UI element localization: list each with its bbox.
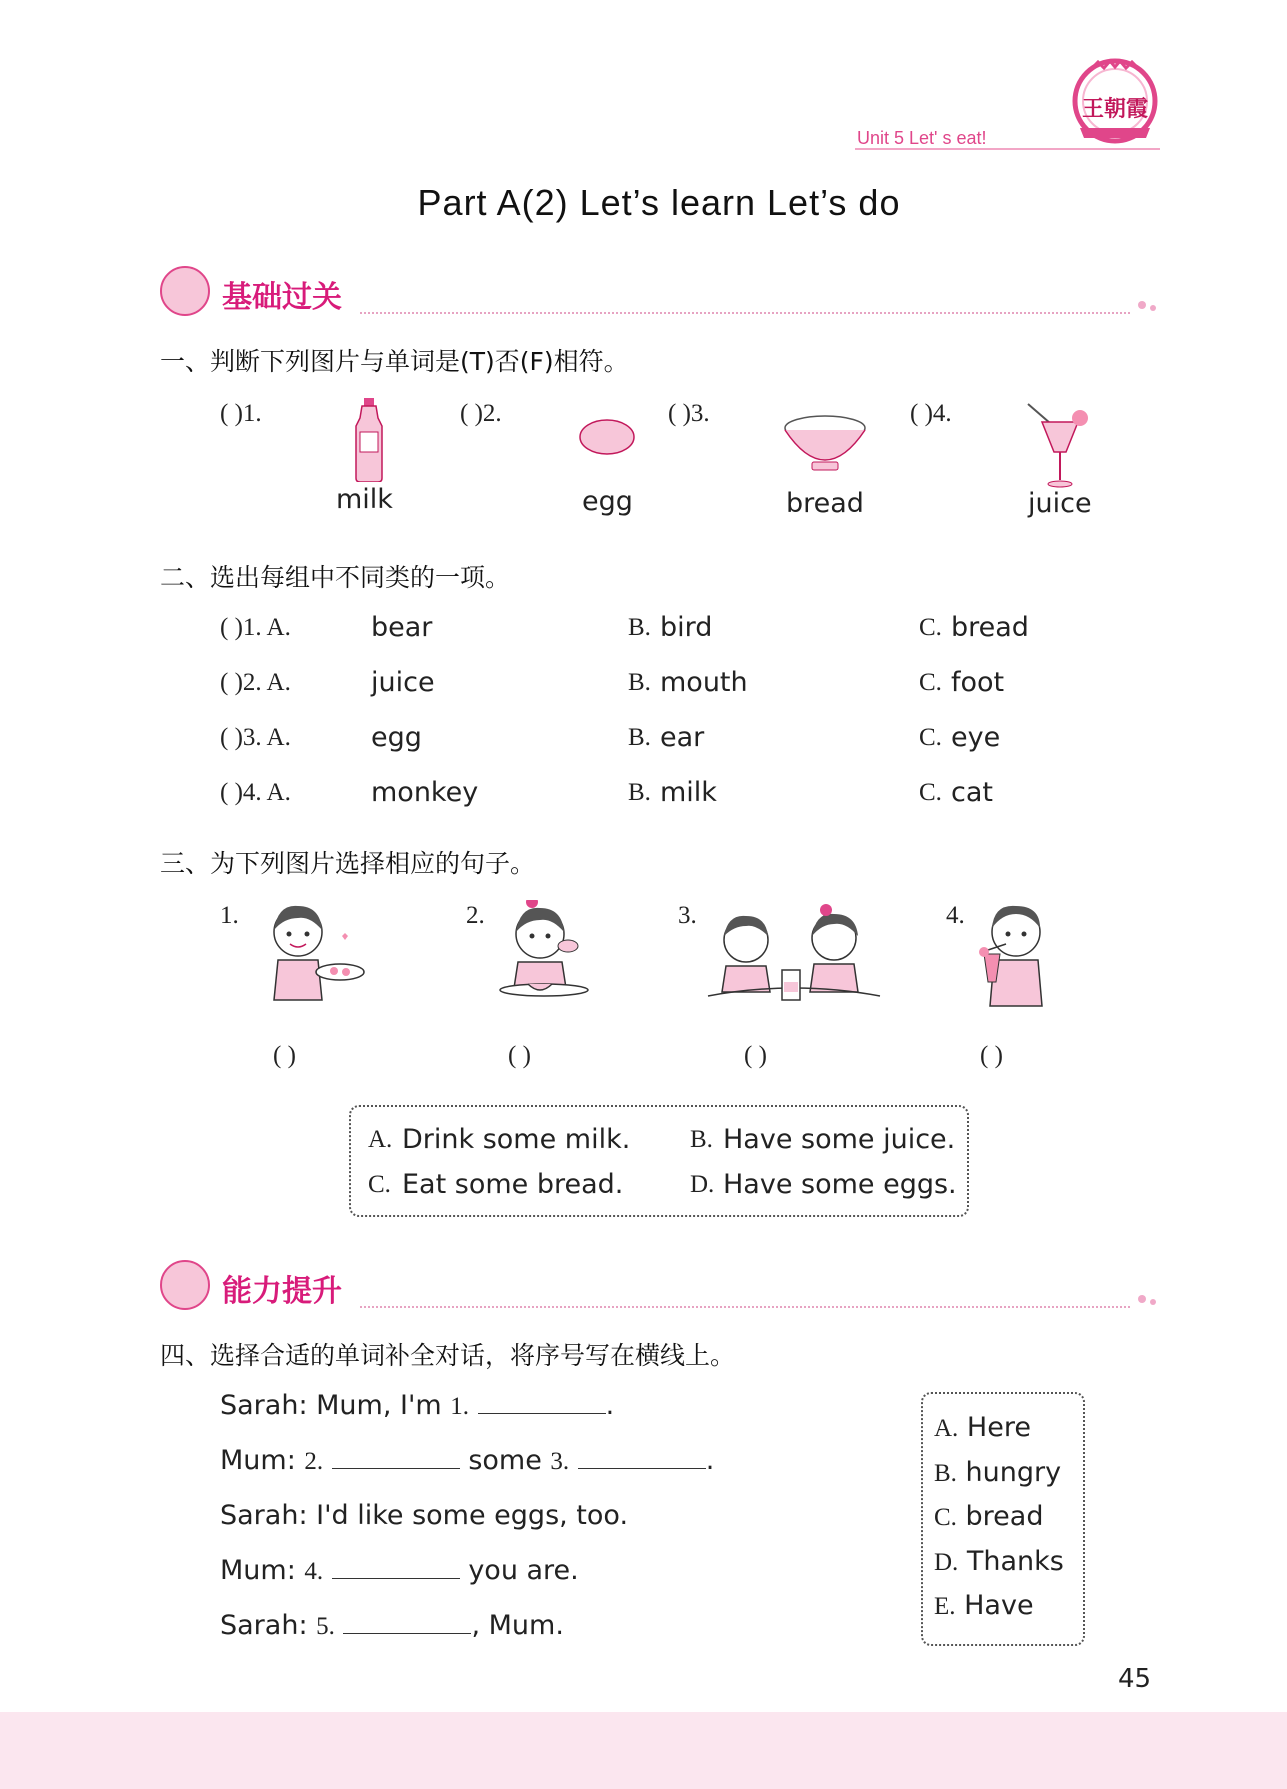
q3-option-d-label: D. — [690, 1171, 715, 1198]
q1-item-2-word: egg — [582, 486, 633, 517]
girl-with-plate-icon — [258, 900, 368, 1019]
q2-row-2-b: mouth — [660, 667, 748, 698]
q2-row-1-a: bear — [371, 612, 433, 643]
q2-row-1-b: bird — [660, 612, 713, 643]
mascot-monkey-icon — [160, 1260, 210, 1310]
q4-option-b-label: B. — [934, 1460, 957, 1487]
q3-option-b-text: Have some juice. — [723, 1124, 956, 1155]
milk-bottle-icon — [352, 398, 386, 486]
q2-row-4-b: milk — [660, 777, 717, 808]
q3-option-b-label: B. — [690, 1126, 713, 1153]
blank-4-number: 4. — [304, 1558, 324, 1585]
blank-5[interactable] — [343, 1611, 471, 1634]
q2-row-1-b-label: B. — [628, 614, 651, 641]
q2-heading: 二、选出每组中不同类的一项。 — [160, 563, 511, 592]
q2-row-4-c: cat — [951, 777, 993, 808]
q2-row-4-number: ( )4. A. — [220, 779, 291, 806]
section-divider — [360, 1306, 1130, 1308]
q2-row-2-a: juice — [371, 667, 435, 698]
q2-row-3-number: ( )3. A. — [220, 724, 291, 751]
page-title: Part A(2) Let’s learn Let’s do — [417, 182, 901, 223]
q4-option-c-text: bread — [965, 1501, 1044, 1532]
q4-option-c — [934, 1501, 1043, 1532]
q4-option-c-label: C. — [934, 1504, 957, 1531]
q2-row-2-b-label: B. — [628, 669, 651, 696]
q3-option-d-text: Have some eggs. — [723, 1169, 957, 1200]
q3-answer-1[interactable]: ( ) — [273, 1042, 296, 1069]
mascot-face-icon — [160, 266, 210, 316]
divider-dot-icon — [1138, 301, 1146, 309]
header-divider — [855, 148, 1160, 150]
q1-item-1-paren: ( )1. — [220, 400, 262, 427]
dialogue-line-1 — [220, 1390, 614, 1421]
q3-option-c-label: C. — [368, 1171, 391, 1198]
q1-heading: 一、判断下列图片与单词是(T)否(F)相符。 — [160, 347, 629, 376]
boy-with-juice-icon — [976, 898, 1056, 1022]
q2-row-3-a: egg — [371, 722, 422, 753]
q1-item-3-word: bread — [786, 488, 864, 519]
dialogue-line-2-text: Mum: — [220, 1445, 305, 1476]
q3-option-c-text: Eat some bread. — [402, 1169, 624, 1200]
dialogue-line-1-end: . — [605, 1390, 615, 1421]
juice-glass-icon — [1022, 400, 1092, 494]
dialogue-line-5-end: , Mum. — [471, 1610, 564, 1641]
q2-row-3-b: ear — [660, 722, 705, 753]
dialogue-line-4 — [220, 1555, 579, 1586]
q4-option-a-label: A. — [934, 1415, 959, 1442]
dialogue-line-1-text: Sarah: Mum, I'm — [220, 1390, 451, 1421]
dialogue-line-4-end: you are. — [459, 1555, 579, 1586]
girl-eating-icon — [494, 900, 594, 1019]
section-divider — [360, 312, 1130, 314]
q4-option-d-text: Thanks — [966, 1546, 1064, 1577]
blank-3-number: 3. — [550, 1448, 570, 1475]
divider-dot-icon — [1138, 1295, 1146, 1303]
dialogue-line-4-text: Mum: — [220, 1555, 305, 1586]
q1-item-4-word: juice — [1028, 488, 1092, 519]
q4-option-e — [934, 1590, 1034, 1621]
blank-2-number: 2. — [304, 1448, 324, 1475]
divider-dot-icon — [1150, 305, 1156, 311]
q4-option-a-text: Here — [966, 1412, 1031, 1443]
dialogue-line-2-mid: some — [459, 1445, 551, 1476]
egg-icon — [578, 418, 636, 460]
blank-4[interactable] — [332, 1556, 460, 1579]
q2-row-2-c: foot — [951, 667, 1005, 698]
blank-5-number: 5. — [316, 1613, 335, 1640]
q4-option-e-text: Have — [964, 1590, 1034, 1621]
brand-badge-text: 王朝霞 — [1081, 96, 1148, 122]
section-title-basic: 基础过关 — [222, 280, 342, 315]
rice-bowl-icon — [782, 410, 868, 478]
q2-row-2-number: ( )2. A. — [220, 669, 291, 696]
q3-answer-2[interactable]: ( ) — [508, 1042, 531, 1069]
q3-option-a-label: A. — [368, 1126, 393, 1153]
q4-option-e-label: E. — [934, 1593, 956, 1620]
q4-option-d-label: D. — [934, 1549, 959, 1576]
q2-row-3-c-label: C. — [919, 724, 942, 751]
q3-picture-3-number: 3. — [678, 902, 697, 929]
dialogue-line-3: Sarah: I'd like some eggs, too. — [220, 1500, 629, 1531]
q3-option-a-text: Drink some milk. — [402, 1124, 631, 1155]
q2-row-1-c-label: C. — [919, 614, 942, 641]
q2-row-1-number: ( )1. A. — [220, 614, 291, 641]
blank-3[interactable] — [578, 1446, 706, 1469]
q4-option-b — [934, 1457, 1061, 1488]
q1-item-2-paren: ( )2. — [460, 400, 502, 427]
q1-item-3-paren: ( )3. — [668, 400, 710, 427]
q3-picture-4-number: 4. — [946, 902, 965, 929]
page-number: 45 — [1118, 1664, 1152, 1694]
q2-row-3-c: eye — [951, 722, 1001, 753]
q4-option-a — [934, 1412, 1031, 1443]
q4-heading: 四、选择合适的单词补全对话，将序号写在横线上。 — [160, 1341, 736, 1370]
q2-row-2-c-label: C. — [919, 669, 942, 696]
q4-option-d — [934, 1546, 1064, 1577]
dialogue-line-5-text: Sarah: — [220, 1610, 317, 1641]
q3-picture-2-number: 2. — [466, 902, 485, 929]
q2-row-3-b-label: B. — [628, 724, 651, 751]
section-title-advance: 能力提升 — [222, 1274, 342, 1309]
q1-item-1-word: milk — [336, 484, 393, 515]
q3-picture-1-number: 1. — [220, 902, 239, 929]
q3-answer-3[interactable]: ( ) — [744, 1042, 767, 1069]
dialogue-line-2-end: . — [705, 1445, 715, 1476]
dialogue-line-5 — [220, 1610, 564, 1641]
q3-heading: 三、为下列图片选择相应的句子。 — [160, 849, 536, 878]
q2-row-4-c-label: C. — [919, 779, 942, 806]
footer-band — [0, 1712, 1287, 1789]
q3-answer-4[interactable]: ( ) — [980, 1042, 1003, 1069]
q3-options-box — [349, 1105, 969, 1217]
kids-drinking-icon — [704, 900, 884, 1019]
divider-dot-icon — [1150, 1299, 1156, 1305]
dialogue-line-2 — [220, 1445, 714, 1476]
q2-row-4-a: monkey — [371, 777, 479, 808]
blank-2[interactable] — [332, 1446, 460, 1469]
blank-1[interactable] — [478, 1391, 606, 1414]
blank-1-number: 1. — [450, 1393, 470, 1420]
unit-label: Unit 5 Let' s eat! — [857, 128, 987, 148]
q4-option-b-text: hungry — [965, 1457, 1062, 1488]
q2-row-4-b-label: B. — [628, 779, 651, 806]
q1-item-4-paren: ( )4. — [910, 400, 952, 427]
q2-row-1-c: bread — [951, 612, 1029, 643]
